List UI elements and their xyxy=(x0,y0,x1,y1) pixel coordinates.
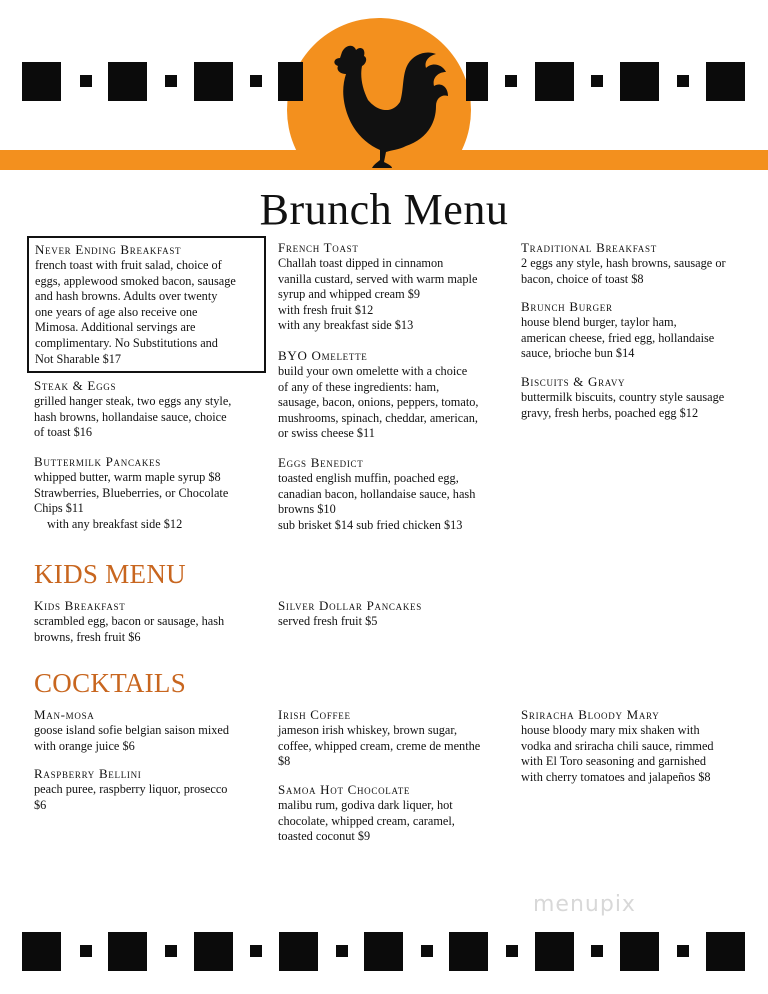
footer-square xyxy=(22,932,61,971)
footer-square xyxy=(449,932,488,971)
header-small-square xyxy=(165,75,177,87)
desc-line: toasted coconut $9 xyxy=(278,829,371,844)
item-name: Raspberry Bellini xyxy=(34,766,142,781)
desc-line: scrambled egg, bacon or sausage, hash xyxy=(34,614,225,628)
desc-line: chocolate, whipped cream, caramel, xyxy=(278,813,455,828)
footer-small-square xyxy=(591,945,603,957)
item-description xyxy=(521,315,751,362)
header-square xyxy=(22,62,61,101)
desc-line: browns, fresh fruit $6 xyxy=(34,629,141,644)
item-name: Samoa Hot Chocolate xyxy=(278,782,411,797)
desc-line: $6 xyxy=(34,797,47,812)
header-small-square xyxy=(80,75,92,87)
footer-small-square xyxy=(165,945,177,957)
menu-item-samoa-hot-chocolate xyxy=(278,782,508,845)
header-square xyxy=(466,62,488,101)
desc-line: french toast with fruit salad, choice of xyxy=(35,258,222,272)
menu-item-french-toast xyxy=(278,240,508,334)
menu-item-man-mosa xyxy=(34,707,264,754)
menu-item-raspberry-bellini xyxy=(34,766,264,813)
desc-line: mushrooms, spinach, cheddar, american, xyxy=(278,410,478,425)
kids-menu-heading: KIDS MENU xyxy=(34,559,186,589)
desc-line: house blend burger, taylor ham, xyxy=(521,315,677,329)
menu-item-brunch-burger xyxy=(521,299,751,362)
desc-line: or swiss cheese $11 xyxy=(278,426,375,441)
header-small-square xyxy=(677,75,689,87)
desc-line: buttermilk biscuits, country style sausage xyxy=(521,390,725,404)
header-square xyxy=(108,62,147,101)
item-description xyxy=(34,782,264,813)
header-square xyxy=(620,62,659,101)
footer-square xyxy=(364,932,403,971)
desc-line: served fresh fruit $5 xyxy=(278,614,378,628)
menu-item-never-ending-breakfast xyxy=(27,236,266,373)
item-description xyxy=(278,723,508,770)
desc-line: complimentary. No Substitutions and xyxy=(35,335,218,350)
menu-item-silver-dollar-pancakes xyxy=(278,598,508,630)
item-description xyxy=(278,364,508,442)
desc-line: canadian bacon, hollandaise sauce, hash xyxy=(278,486,476,501)
item-name: Biscuits & Gravy xyxy=(521,374,626,389)
menu-item-traditional-breakfast xyxy=(521,240,751,287)
item-description xyxy=(278,798,508,845)
menu-item-kids-breakfast xyxy=(34,598,264,645)
desc-line: house bloody mary mix shaken with xyxy=(521,723,700,737)
item-name: Sriracha Bloody Mary xyxy=(521,707,660,722)
footer-square xyxy=(620,932,659,971)
desc-line: Strawberries, Blueberries, or Chocolate xyxy=(34,485,229,500)
footer-square xyxy=(279,932,318,971)
desc-line: malibu rum, godiva dark liquer, hot xyxy=(278,798,453,812)
item-name: Brunch Burger xyxy=(521,299,613,314)
item-description xyxy=(35,258,258,367)
desc-line: with any breakfast side $12 xyxy=(47,516,183,531)
footer-small-square xyxy=(421,945,433,957)
desc-line: sausage, bacon, onions, peppers, tomato, xyxy=(278,395,479,410)
desc-line: with any breakfast side $13 xyxy=(278,318,414,333)
header-small-square xyxy=(591,75,603,87)
footer-square xyxy=(535,932,574,971)
desc-line: one years of age also receive one xyxy=(35,304,198,319)
desc-line: sauce, brioche bun $14 xyxy=(521,346,635,361)
footer-square xyxy=(194,932,233,971)
desc-line: vanilla custard, served with warm maple xyxy=(278,271,478,286)
item-description xyxy=(34,470,259,532)
item-description xyxy=(278,471,508,533)
desc-line: goose island sofie belgian saison mixed xyxy=(34,723,230,737)
item-name: Steak & Eggs xyxy=(34,378,117,393)
item-description xyxy=(278,614,508,630)
footer-small-square xyxy=(336,945,348,957)
desc-line: with El Toro seasoning and garnished xyxy=(521,754,707,769)
item-name: Kids Breakfast xyxy=(34,598,126,613)
desc-line: Not Sharable $17 xyxy=(35,351,122,366)
desc-line: Challah toast dipped in cinnamon xyxy=(278,256,444,270)
item-name: Man-mosa xyxy=(34,707,95,722)
desc-line: and hash browns. Adults over twenty xyxy=(35,289,218,304)
item-description xyxy=(521,256,751,287)
cocktails-heading: COCKTAILS xyxy=(34,668,187,698)
desc-line: coffee, whipped cream, creme de menthe xyxy=(278,738,481,753)
footer-small-square xyxy=(506,945,518,957)
menu-item-eggs-benedict xyxy=(278,455,508,533)
header-square xyxy=(535,62,574,101)
desc-line: eggs, applewood smoked bacon, sausage xyxy=(35,273,236,288)
header-small-square xyxy=(250,75,262,87)
desc-line: bacon, choice of toast $8 xyxy=(521,271,644,286)
item-name: Irish Coffee xyxy=(278,707,351,722)
desc-line: Mimosa. Additional servings are xyxy=(35,320,196,335)
header-small-square xyxy=(505,75,517,87)
desc-line: of any of these ingredients: ham, xyxy=(278,379,440,394)
desc-line: 2 eggs any style, hash browns, sausage or xyxy=(521,256,726,270)
footer-square xyxy=(706,932,745,971)
item-description xyxy=(278,256,508,334)
item-name: BYO Omelette xyxy=(278,348,368,363)
menu-item-steak-eggs xyxy=(34,378,259,441)
desc-line: Chips $11 xyxy=(34,501,84,516)
item-description xyxy=(34,394,259,441)
header-square xyxy=(706,62,745,101)
desc-line: syrup and whipped cream $9 xyxy=(278,287,421,302)
desc-line: sub brisket $14 sub fried chicken $13 xyxy=(278,517,463,532)
footer-square xyxy=(108,932,147,971)
desc-line: of toast $16 xyxy=(34,425,93,440)
desc-line: with cherry tomatoes and jalapeños $8 xyxy=(521,769,711,784)
desc-line: peach puree, raspberry liquor, prosecco xyxy=(34,782,228,796)
item-name: Silver Dollar Pancakes xyxy=(278,598,422,613)
item-name: Buttermilk Pancakes xyxy=(34,454,161,469)
rooster-icon xyxy=(322,40,452,172)
item-description xyxy=(34,614,264,645)
item-name: French Toast xyxy=(278,240,359,255)
item-description xyxy=(521,390,753,421)
menu-item-byo-omelette xyxy=(278,348,508,442)
desc-line: browns $10 xyxy=(278,502,336,517)
footer-small-square xyxy=(250,945,262,957)
desc-line: vodka and sriracha chili sauce, rimmed xyxy=(521,738,714,753)
desc-line: whipped butter, warm maple syrup $8 xyxy=(34,470,221,484)
watermark: menupix xyxy=(533,892,636,917)
footer-small-square xyxy=(80,945,92,957)
item-name: Traditional Breakfast xyxy=(521,240,657,255)
desc-line: with orange juice $6 xyxy=(34,738,135,753)
page-title: Brunch Menu xyxy=(259,185,509,234)
desc-line: gravy, fresh herbs, poached egg $12 xyxy=(521,405,699,420)
desc-line: jameson irish whiskey, brown sugar, xyxy=(278,723,458,737)
header-square xyxy=(278,62,303,101)
desc-line: build your own omelette with a choice xyxy=(278,364,468,378)
item-description xyxy=(521,723,753,785)
menu-item-sriracha-bloody-mary xyxy=(521,707,753,785)
menu-item-buttermilk-pancakes xyxy=(34,454,259,532)
item-description xyxy=(34,723,264,754)
desc-line: toasted english muffin, poached egg, xyxy=(278,471,459,485)
item-name: Never Ending Breakfast xyxy=(35,242,182,257)
desc-line: american cheese, fried egg, hollandaise xyxy=(521,330,715,345)
desc-line: $8 xyxy=(278,754,291,769)
desc-line: with fresh fruit $12 xyxy=(278,302,374,317)
desc-line: grilled hanger steak, two eggs any style, xyxy=(34,394,232,408)
desc-line: hash browns, hollandaise sauce, choice xyxy=(34,409,227,424)
footer-small-square xyxy=(677,945,689,957)
menu-item-irish-coffee xyxy=(278,707,508,770)
item-name: Eggs Benedict xyxy=(278,455,364,470)
menu-item-biscuits-gravy xyxy=(521,374,753,421)
header-square xyxy=(194,62,233,101)
